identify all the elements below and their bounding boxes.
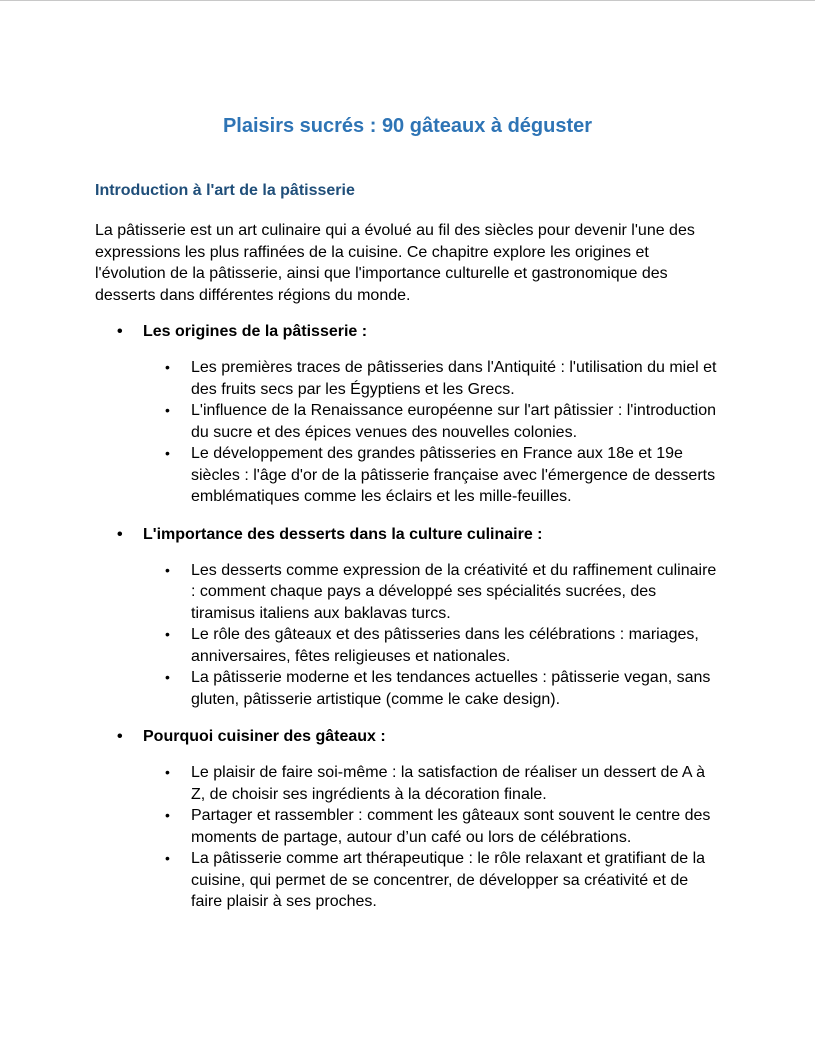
list-item-text: Partager et rassembler : comment les gâteaux sont souvent le centre des moments de partage, autour d’un café ou lors de célébrations. [191,807,711,846]
section-heading: Introduction à l'art de la pâtisserie [95,182,355,199]
document-title: Plaisirs sucrés : 90 gâteaux à déguster [222,115,593,137]
page-top-border [0,0,815,1]
bullet-icon: • [165,669,170,685]
list-item-text: Le rôle des gâteaux et des pâtisseries dans les célébrations : mariages, anniversaires, fêtes religieuses et nationales. [191,626,699,665]
topic-origins [95,320,720,508]
subitem-list [143,762,720,913]
bullet-icon: • [117,525,123,543]
topic-culture [95,523,720,711]
list-item [143,357,720,400]
list-item-text: La pâtisserie comme art thérapeutique : le rôle relaxant et gratifiant de la cuisine, qui permet de se concentrer, de développer sa créativité et de faire plaisir à ses proches. [191,850,706,910]
bullet-icon: • [165,626,170,642]
subitem-list [143,357,720,508]
list-item-text: Les desserts comme expression de la créativité et du raffinement culinaire : comment chaque pays a développé ses spécialités sucrées, des tiramisus italiens aux baklavas turcs. [191,561,717,622]
list-item [143,762,720,805]
topic-list [95,320,720,928]
list-item-text: L'influence de la Renaissance européenne sur l'art pâtissier : l'introduction du sucre et des épices venues des nouvelles colonies. [191,402,717,441]
list-item [143,667,720,710]
list-item-text: Le plaisir de faire soi-même : la satisfaction de réaliser un dessert de A à Z, de choisir ses ingrédients à la décoration finale. [191,764,706,803]
list-item-text: Les premières traces de pâtisseries dans l'Antiquité : l'utilisation du miel et des fruits secs par les Égyptiens et les Grecs. [191,359,717,398]
topic-title: L'importance des desserts dans la culture culinaire : [143,525,543,543]
bullet-icon: • [165,561,170,578]
bullet-icon: • [165,764,170,780]
subitem-list [143,560,720,711]
bullet-icon: • [165,807,170,823]
topic-title: Les origines de la pâtisserie : [143,323,368,340]
list-item [143,443,720,508]
list-item-text: Le développement des grandes pâtisseries en France aux 18e et 19e siècles : l'âge d'or de la pâtisserie française avec l'émergence de desserts emblématiques comme les éclairs et les mille-feuilles. [191,445,716,505]
bullet-icon: • [165,402,170,418]
topic-title: Pourquoi cuisiner des gâteaux : [143,728,386,745]
bullet-icon: • [117,323,123,340]
bullet-icon: • [165,445,170,461]
list-item [143,848,720,913]
list-item [143,805,720,848]
bullet-icon: • [165,359,170,375]
list-item-text: La pâtisserie moderne et les tendances actuelles : pâtisserie vegan, sans gluten, pâtisserie artistique (comme le cake design). [191,669,711,708]
list-item [143,400,720,443]
bullet-icon: • [117,728,123,745]
list-item [143,624,720,667]
bullet-icon: • [165,850,170,866]
topic-why-bake [95,725,720,913]
list-item [143,560,720,625]
intro-paragraph: La pâtisserie est un art culinaire qui a évolué au fil des siècles pour devenir l'une des expressions les plus raffinées de la cuisine. Ce chapitre explore les origines et l'évolution de la pâtisserie, ainsi que l'importance culturelle et gastronomique des desserts dans différentes régions du monde. [95,222,695,304]
